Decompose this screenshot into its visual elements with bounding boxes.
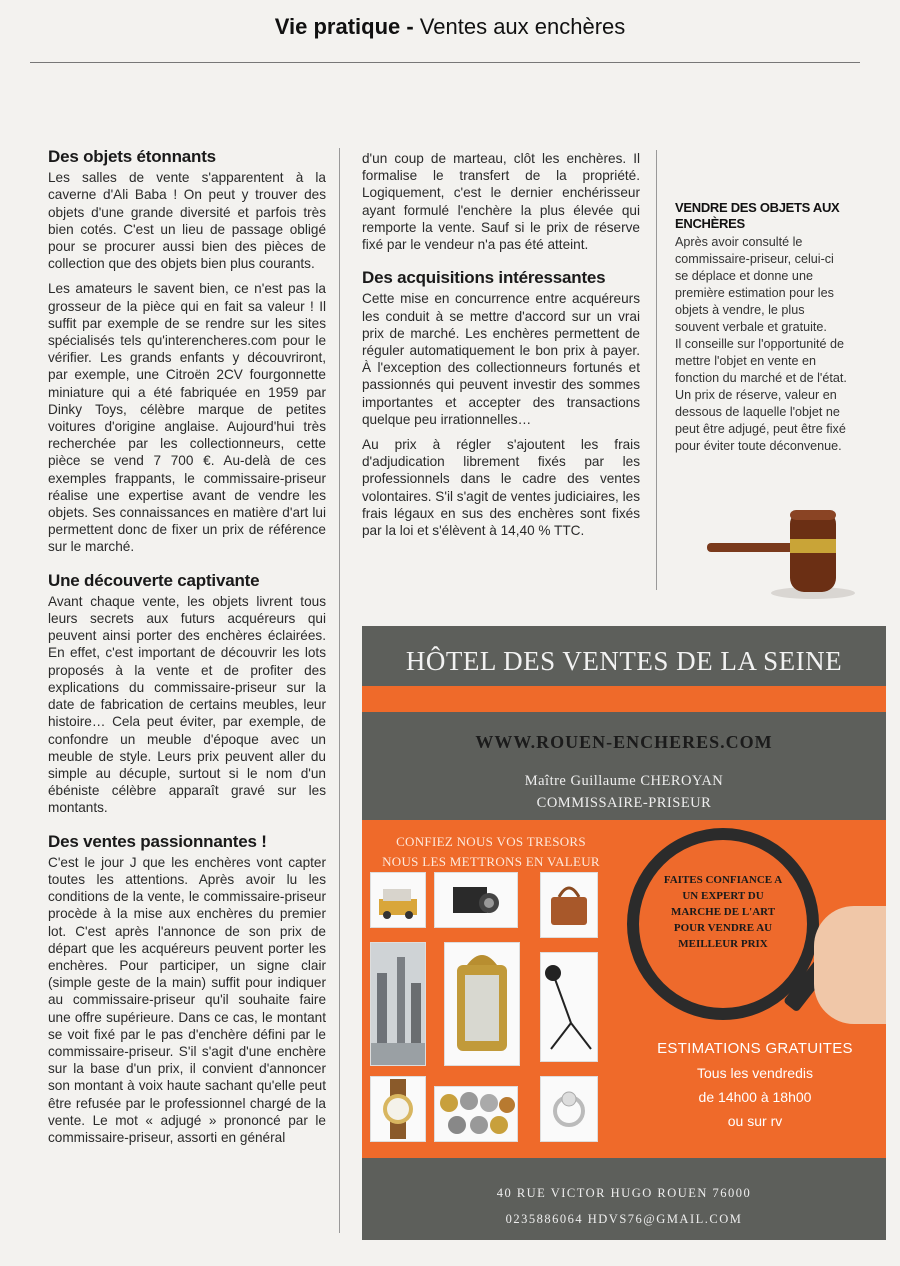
auctioneer-role: COMMISSAIRE-PRISEUR bbox=[536, 795, 712, 811]
advertisement bbox=[362, 626, 886, 1240]
paragraph: Les amateurs le savent bien, ce n'est pas la grosseur de la pièce qui en fait sa valeur ! Il suffit par exemple de se rendre sur les sites spécialisés tels qu'interencheres.com pour le vérifier. Les grands enfants y découvriront, par exemple, une Citroën 2CV fourgonnette miniature qui a été fabriquée en 1959 par Dinky Toys, célèbre marque de petites voitures d'origine anglaise. Aujourd'hui très recherchée par les collectionneurs, cette pièce se vend 7 700 €. Au-delà de ces exemples frappants, le commissaire-priseur réalise une expertise avant de vendre les objets. Ses connaissances en matière d'art lui permettent donc de fixer un prix de référence sur le marché. bbox=[48, 281, 326, 555]
estimations-rv: ou sur rv bbox=[727, 1113, 783, 1129]
section-heading: Des objets étonnants bbox=[48, 147, 216, 166]
ad-estimations bbox=[624, 1040, 886, 1133]
continued-text bbox=[362, 150, 640, 253]
gavel-image bbox=[705, 505, 855, 600]
sidebar-paragraph: Après avoir consulté le commissaire-priseur, celui-ci se déplace et donne une première estimation pour les objets à vendre, le plus souvent verbale et gratuite. bbox=[675, 235, 834, 334]
ad-contact bbox=[362, 1180, 886, 1232]
section-subtitle: Ventes aux enchères bbox=[413, 14, 626, 39]
estimations-hours: de 14h00 à 18h00 bbox=[698, 1089, 812, 1105]
paragraph: Au prix à régler s'ajoutent les frais d'adjudication librement fixés par les professionnels dans le cadre des ventes volontaires. S'il s'agit de ventes judiciaires, les frais légaux en sus des enchères sont fixés par la loi et s'élèvent à 14,40 % TTC. bbox=[362, 437, 640, 539]
watch-thumbnail bbox=[370, 1076, 426, 1142]
ad-orange-band bbox=[362, 686, 886, 712]
sidebar-paragraph: Un prix de réserve, valeur en dessous de laquelle l'objet ne peut être adjugé, peut être fixé pour éviter toute déconvenue. bbox=[675, 388, 846, 453]
paragraph: C'est le jour J que les enchères vont capter toutes les attentions. Après avoir lu les conditions de la vente, le commissaire-priseur procède à la mise aux enchères du premier lot. C'est après l'annonce de son prix de départ que les acquéreurs peuvent porter les enchères. Pour participer, un signe clair (simple geste de la main) suffit pour indiquer au commissaire-priseur qu'il souhaite faire une offre supérieure. Dans ce cas, le montant se voit fixé par le pas d'enchère défini par le commissaire-priseur. S'il s'agit d'une enchère sur la base d'un prix, il convient d'annoncer son montant à voix haute sachant qu'elle peut être refusée par le professionnel chargé de la vente. Le mot « adjugé » prononcé par le commissaire-priseur, assorti en général bbox=[48, 854, 326, 1145]
sidebar-title: VENDRE DES OBJETS AUX ENCHÈRES bbox=[675, 200, 840, 231]
article-column-middle bbox=[362, 150, 640, 555]
lamp-thumbnail bbox=[540, 952, 598, 1062]
page-header bbox=[0, 14, 900, 40]
column-divider bbox=[656, 150, 657, 590]
slogan-line: CONFIEZ NOUS VOS TRESORS bbox=[396, 834, 586, 849]
header-divider bbox=[30, 62, 860, 63]
estimations-heading: ESTIMATIONS GRATUITES bbox=[657, 1040, 853, 1057]
sidebar-box bbox=[675, 200, 850, 455]
section-decouverte bbox=[48, 572, 326, 817]
coins-thumbnail bbox=[434, 1086, 518, 1142]
sidebar-paragraph: Il conseille sur l'opportunité de mettre l'objet en vente en fonction du marché et de l'état. bbox=[675, 337, 847, 385]
paragraph: Cette mise en concurrence entre acquéreurs les conduit à se mettre d'accord sur un vrai prix de marché. Les enchères permettent de réguler automatiquement le bon prix à payer. À l'exception des collectionneurs fortunés et passionnés qui peuvent investir des sommes importantes et accepter des transactions quelque peu irrationnelles… bbox=[362, 291, 640, 427]
magnifier-text: FAITES CONFIANCE A UN EXPERT DU MARCHE DE L'ART POUR VENDRE AU MEILLEUR PRIX bbox=[663, 874, 783, 950]
paragraph: d'un coup de marteau, clôt les enchères. Il formalise le transfert de la propriété. Logiquement, c'est le dernier enchérisseur ayant formulé l'enchère la plus élevée qui remporte la vente. Sauf si le prix de réserve fixé par le vendeur n'a pas été atteint. bbox=[362, 151, 640, 253]
section-heading: Une découverte captivante bbox=[48, 570, 260, 590]
ad-title: HÔTEL DES VENTES DE LA SEINE bbox=[405, 646, 843, 676]
auctioneer-name: Maître Guillaume CHEROYAN bbox=[524, 773, 724, 789]
section-heading: Des ventes passionnantes ! bbox=[48, 831, 267, 851]
slogan-line: NOUS LES METTRONS EN VALEUR bbox=[382, 854, 600, 869]
ad-phone-email[interactable]: 0235886064 HDVS76@GMAIL.COM bbox=[505, 1212, 743, 1226]
section-title: Vie pratique - bbox=[274, 14, 414, 39]
camera-thumbnail bbox=[434, 872, 518, 928]
paragraph: Les salles de vente s'apparentent à la caverne d'Ali Baba ! On peut y trouver des objets d'une grande diversité et parfois très bien cotés. C'est un lieu de passage obligé pour se procurer aussi bien des pièces de collection que des objets bien plus courants. bbox=[48, 170, 326, 272]
ad-auctioneer bbox=[362, 770, 886, 814]
painting-thumbnail bbox=[370, 942, 426, 1066]
estimations-day: Tous les vendredis bbox=[697, 1065, 813, 1081]
hand-graphic bbox=[814, 906, 886, 1024]
column-divider bbox=[339, 148, 340, 1233]
handbag-thumbnail bbox=[540, 872, 598, 938]
paragraph: Avant chaque vente, les objets livrent tous leurs secrets aux futurs acquéreurs qui peuvent ainsi porter des enchères éclairées. En effet, c'est important de découvrir les lots proposés à la vente et de profiter des explications du commissaire-priseur sur la date de fabrication de certains meubles, leur histoire… Cela peut éviter, par exemple, de confondre un meuble d'époque avec un meuble de style. Leurs prix peuvent aller du simple au décuple, surtout si le nom d'un ébéniste célèbre apparaît gravé sur les montants. bbox=[48, 593, 326, 816]
section-objets-etonnants bbox=[48, 148, 326, 556]
article-column-left bbox=[48, 148, 326, 1162]
section-ventes-passionnantes bbox=[48, 833, 326, 1147]
ad-website-link[interactable]: WWW.ROUEN-ENCHERES.COM bbox=[475, 732, 773, 752]
section-heading: Des acquisitions intéressantes bbox=[362, 268, 606, 288]
mirror-thumbnail bbox=[444, 942, 520, 1066]
toy-car-thumbnail bbox=[370, 872, 426, 928]
ad-slogan bbox=[376, 832, 606, 872]
section-acquisitions bbox=[362, 269, 640, 539]
ring-thumbnail bbox=[540, 1076, 598, 1142]
ad-address: 40 RUE VICTOR HUGO ROUEN 76000 bbox=[496, 1186, 752, 1200]
